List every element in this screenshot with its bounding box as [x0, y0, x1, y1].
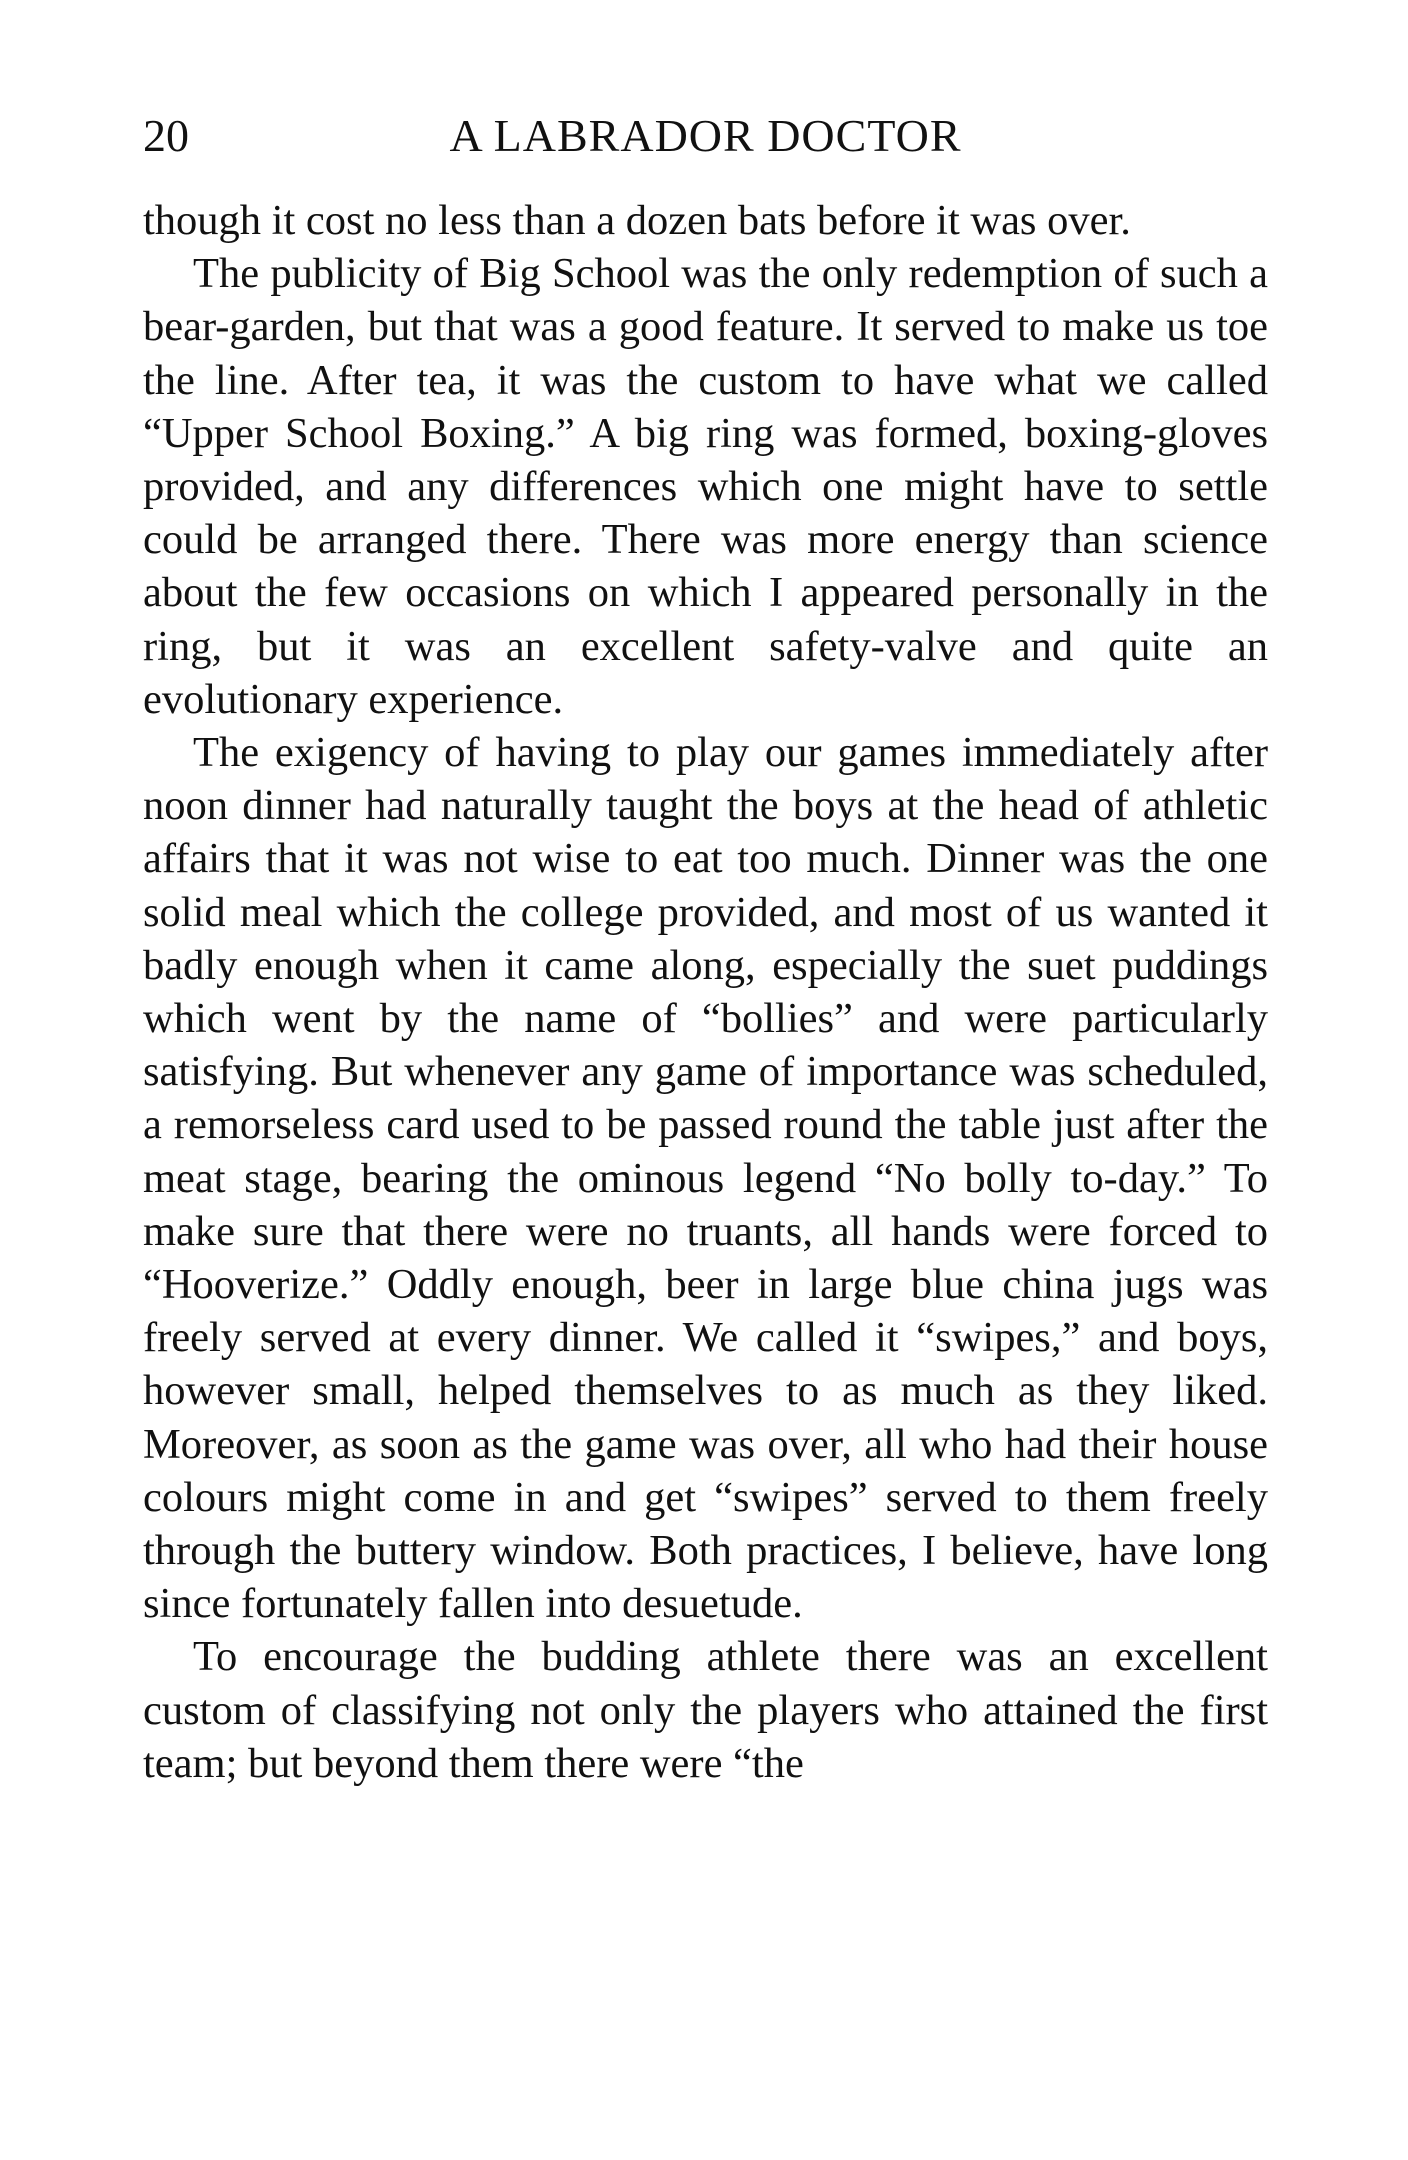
page-header: [143, 106, 1268, 166]
paragraph-budding-athlete: To encourage the budding athlete there was an excellent custom of classifying not only the players who attained the first team; but beyond them there were “the: [143, 1633, 1268, 1787]
paragraph-upper-school-boxing: The publicity of Big School was the only redemption of such a bear-garden, but that was a good feature. It served to make us toe the line. After tea, it was the custom to have what we called “Upper School Boxing.” A big ring was formed, boxing-gloves provided, and any differences which one might have to settle could be arranged there. There was more energy than science about the few occasions on which I appeared personally in the ring, but it was an excellent safety-valve and quite an evolutionary experience.: [143, 250, 1268, 723]
running-title: A LABRADOR DOCTOR: [449, 110, 962, 161]
body-text: [143, 194, 1268, 1790]
page-number: 20: [143, 110, 189, 161]
paragraph-noon-dinner: The exigency of having to play our games immediately after noon dinner had naturally taught the boys at the head of athletic affairs that it was not wise to eat too much. Dinner was the one solid meal which the college provided, and most of us wanted it badly enough when it came along, especially the suet puddings which went by the name of “bollies” and were particularly satisfying. But whenever any game of importance was scheduled, a remorseless card used to be passed round the table just after the meat stage, bearing the ominous legend “No bolly to-day.” To make sure that there were no truants, all hands were forced to “Hooverize.” Oddly enough, beer in large blue china jugs was freely served at every dinner. We called it “swipes,” and boys, however small, helped themselves to as much as they liked. Moreover, as soon as the game was over, all who had their house colours might come in and get “swipes” served to them freely through the buttery window. Both practices, I believe, have long since fortunately fallen into desuetude.: [143, 729, 1268, 1628]
paragraph-continuation: though it cost no less than a dozen bats before it was over.: [143, 197, 1131, 244]
